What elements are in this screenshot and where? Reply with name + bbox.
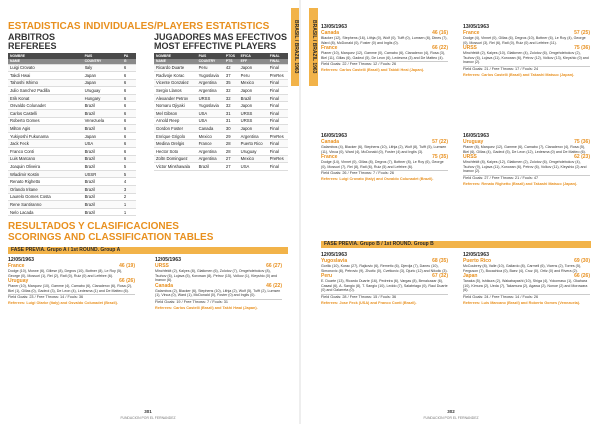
referees-section [8, 33, 136, 216]
match-card [463, 252, 590, 306]
table-cell: 4 [122, 178, 136, 186]
match-card [463, 133, 590, 187]
table-cell: Brazil [83, 110, 122, 118]
referees-heading-en: REFEREES [8, 41, 57, 51]
table-cell: Carlos Castelli [8, 110, 83, 118]
table-cell: Mexico [239, 79, 268, 87]
team-name: Japan [463, 273, 478, 280]
team-score: 75 (35) [432, 154, 448, 161]
table-cell: Mexico [197, 132, 224, 140]
table-cell: USA [83, 140, 122, 148]
table-row [8, 64, 136, 72]
table-cell: 30 [224, 125, 239, 133]
team-lineup: Galambos (4), Blacker (6), Stephens (10), Lithja (2), Wolf (8), Tufft (5), Lumsen (11), Vinca (0), Ward (4), McDonald (0), Foster (4) and Inglis (3). [321, 145, 447, 154]
sub-name: NAME [8, 59, 83, 64]
table-cell: 32 [224, 102, 239, 110]
table-row [8, 125, 136, 133]
table-cell: Uruguay [83, 87, 122, 95]
table-cell: 27 [224, 163, 239, 171]
edition-tab: BRASIL / BRAZIL 1963 [291, 8, 300, 86]
players-section [154, 33, 288, 171]
table-cell: 6 [122, 125, 136, 133]
table-cell: 6 [122, 155, 136, 163]
table-cell: Argentina [197, 79, 224, 87]
team-name: URSS [155, 263, 169, 269]
team-name: Uruguay [8, 278, 29, 285]
table-row [8, 72, 136, 80]
match-date: 16/05/1963 [321, 133, 347, 139]
match-referees: Referees: Luis Marcano (Brazil) and Roberto Gomes (Venezuela). [463, 300, 581, 305]
table-cell: Sergio Llanos [154, 87, 197, 95]
table-cell: 6 [122, 102, 136, 110]
team-score: 62 (23) [574, 154, 590, 161]
match-card [463, 24, 590, 78]
match-card [8, 257, 135, 306]
match-stats: Field Goals: 28 / Free Throws: 15 / Fouls: 36 [321, 294, 448, 300]
team-lineup: Galambos (2), Blacker (6), Stephens (10), Lithja (2), Wolf (5), Tufft (2), Lumsen (1), Vinca (0), Ward (1), McDonald (0), Foster (0) and Inglis (0). [155, 288, 281, 298]
match-referees: Referees: Luigi Crovato (Italy) and Osvaldo Colunadet (Brazil). [321, 177, 434, 182]
players-heading-es: JUGADORES MAS EFECTIVOS [154, 32, 288, 42]
match-referees: Referees: Jose Feck (USA) and Franco Conti (Brazil). [321, 300, 417, 305]
team-score: 46 (16) [432, 30, 448, 36]
team-lineup: Dodge (4), Vinnet (0), Gillas (6), Degros (10), Bottner (6), Le Roy (4), George (0), Mossuri (3), Rei (6), Ratl (0), Ruiz (0) and Lefebre (11). [463, 36, 586, 45]
table-row [154, 155, 288, 163]
table-row [8, 102, 136, 110]
table-cell: Ricardo Duarte [154, 64, 197, 72]
table-row [8, 87, 136, 95]
table-cell: Renato Righetto [8, 178, 83, 186]
table-cell: USSR [83, 170, 122, 178]
team-lineup: Dodge (14), Vinnet (0), Gillas (8), Degros (7), Bottner (8), Le Roy (6), George (0), Mossuri (7), Rei (8), Ratl (6), Ruiz (5) and Lefebre (6). [321, 160, 444, 169]
team-lineup: Planer (10), Marquez (12), Gamme (0), Camabo (6), Claraderox (4), Rosa (3), Biel (11), Gillas (6), Gadeol (5), De Leon (6), Ledesma (3) and De Matteo (4). [321, 51, 446, 60]
table-cell: Puerto Rico [239, 140, 268, 148]
team-score: 57 (22) [432, 139, 448, 145]
table-cell: Tahoshi Ishimo [8, 79, 83, 87]
table-cell: Final [268, 64, 288, 72]
table-cell: 37 [224, 72, 239, 80]
table-row [154, 110, 288, 118]
team-name: France [8, 263, 25, 269]
match-date: 12/05/1963 [155, 257, 181, 263]
table-cell: Japan [83, 132, 122, 140]
col-round: FINAL [268, 53, 288, 59]
table-cell: Franco Conti [8, 148, 83, 156]
table-cell: Julio Sanchez Padilla [8, 87, 83, 95]
col-name: NOMBRE [8, 53, 83, 59]
match-referees: Referees: Renato Righetto (Brazil) and Takashi Matsuo (Japan). [463, 181, 578, 186]
table-cell: Enrique Grigolo [154, 132, 197, 140]
table-cell: Alexander Petrov [154, 94, 197, 102]
sub-country: COUNTRY [83, 59, 122, 64]
table-cell: USA [197, 110, 224, 118]
table-cell: France [197, 140, 224, 148]
table-cell: Final [268, 102, 288, 110]
table-row [8, 178, 136, 186]
table-cell: Osvaldo Colunadet [8, 102, 83, 110]
team-score: 46 (22) [266, 282, 282, 289]
sub-points: PTS [224, 59, 239, 64]
table-cell: Final [268, 87, 288, 95]
team-name: URSS [463, 45, 477, 52]
table-row [8, 193, 136, 201]
players-heading-en: MOST EFFECTIVE PLAYERS [154, 41, 277, 51]
table-cell: Yukiyoshi Fukunama [8, 132, 83, 140]
team-lineup: Minchfeldt (8), Kalyes (12), Glatkmen (2), Zolotov (6), Omgehdebokov (4), Tsuhov (9), Lojava (11), Korowan (6), Petrov (6), Volkov (11), Kleyshio (2) and Inanov (2). [463, 160, 587, 174]
right-page [303, 0, 600, 424]
table-cell: URSS [197, 94, 224, 102]
table-cell: 1 [122, 208, 136, 216]
table-cell: Final [268, 140, 288, 148]
table-cell: 6 [122, 72, 136, 80]
page-footer: FUNDACION POR EL FERNANDEZ [120, 416, 176, 420]
table-cell: 32 [224, 87, 239, 95]
match-date: 13/05/1963 [321, 24, 347, 30]
team-lineup: McCoubrey (8), Valle (10), Gallardo (8), Carmell (6), Vicens (2), Torres (5), Ferguson (7), Bocachica (0), Baez (4), Cruz (0), Ortiz (0) and Rivera (2). [463, 264, 582, 273]
table-cell: Takdi Hwai [8, 72, 83, 80]
team-score: 66 (26) [119, 278, 135, 285]
match-card [155, 257, 282, 311]
team-name: France [463, 30, 480, 36]
table-cell: Brazil [83, 201, 122, 209]
table-cell: URSS [239, 117, 268, 125]
group-a-band: FASE PREVIA. Grupo A / 1st ROUND. Group A [8, 247, 288, 254]
table-cell: Brazil [83, 163, 122, 171]
table-row [8, 201, 136, 209]
table-cell: Nelo Lacada [8, 208, 83, 216]
table-row [8, 117, 136, 125]
table-cell: 6 [122, 87, 136, 95]
table-row [8, 170, 136, 178]
table-cell: Luigi Crovato [8, 64, 83, 72]
team-lineup: Blacker (12), Stephens (16), Lithja (0), Wolf (0), Tufft (0), Lumsen (8), Dines (7), Ward (8), McDonald (0), Foster (0) and Inglis (0). [321, 36, 448, 45]
table-row [154, 117, 288, 125]
table-cell: USA [239, 163, 268, 171]
table-cell: Argentina [197, 155, 224, 163]
table-row [8, 132, 136, 140]
table-cell: Zoltn Dominguez [154, 155, 197, 163]
table-cell: Final [268, 148, 288, 156]
table-cell: Laurelo Gomes Costa [8, 193, 83, 201]
table-cell: Vicente Gonzalez [154, 79, 197, 87]
team-score: 67 (32) [432, 273, 448, 280]
page-gutter [299, 0, 301, 424]
table-cell: Argentina [197, 148, 224, 156]
table-cell: 31 [224, 117, 239, 125]
match-referees: Referees: Luigi Olarke (Italy) and Osvaldo Colunadet (Brazil). [8, 301, 118, 306]
match-date: 12/05/1963 [321, 252, 347, 258]
table-cell: Erik Konat [8, 94, 83, 102]
table-row [8, 140, 136, 148]
table-cell: 32 [224, 94, 239, 102]
table-row [154, 64, 288, 72]
team-score: 75 (36) [574, 45, 590, 52]
table-cell: Canada [197, 125, 224, 133]
team-lineup: Minchfeldt (2), Kalyes (8), Glatkmen (6), Zolotov (7), Omgehdebokov (8), Tsuhov (6), Lojava (5), Korowan (8), Petrov (15), Volkov (1), Kleyshio (0) and Inanov (6). [155, 269, 278, 283]
team-score: 46 (19) [119, 263, 135, 269]
table-row [8, 186, 136, 194]
team-name: Canada [321, 30, 340, 36]
table-cell: Argentina [197, 87, 224, 95]
table-cell: 2 [122, 193, 136, 201]
match-date: 12/05/1963 [463, 252, 489, 258]
team-name: France [321, 154, 338, 161]
table-cell: Final [268, 163, 288, 171]
team-name: URSS [463, 154, 477, 161]
col-games: PA [122, 53, 136, 59]
table-row [8, 163, 136, 171]
sub-games: G [122, 59, 136, 64]
team-lineup: E. Duarte (13), Ricardo Duarte (16), Pedreira (6), Vargas (8), Benalcazar (6), Casasl (6), A. Sangio (8), T. Sangio (10), Leddo (7), Salabriago (0), Raul Duarte (0) and Galarreta (0). [321, 279, 448, 293]
table-cell: Japon [239, 125, 268, 133]
table-cell: USA [197, 117, 224, 125]
table-cell: URSS [239, 110, 268, 118]
table-cell: 6 [122, 117, 136, 125]
table-cell: Mel Gibson [154, 110, 197, 118]
table-cell: Uruguay [239, 148, 268, 156]
match-stats: Field Goals: 27 / Free Throws: 21 / Fouls: 47 [463, 175, 590, 181]
team-score: 66 (27) [266, 263, 282, 269]
table-row [8, 110, 136, 118]
table-cell: 6 [122, 94, 136, 102]
table-cell: Final [268, 110, 288, 118]
table-row [8, 155, 136, 163]
table-row [8, 94, 136, 102]
team-score: 69 (30) [574, 258, 590, 264]
table-cell: Radivoje Korac [154, 72, 197, 80]
table-row [8, 208, 136, 216]
table-cell: 6 [122, 110, 136, 118]
table-cell: Yugoslavia [197, 102, 224, 110]
table-row [8, 79, 136, 87]
table-cell: Orlando Iritane [8, 186, 83, 194]
team-lineup: Dodge (10), Morwe (6), Gillese (8), Degros (10), Bottner (8), Le Roy (5), George (0), Mossuri (1), Rei (2), Ratl (0), Ruiz (0) and Lefebre (6). [8, 269, 123, 278]
table-cell: Japon [239, 64, 268, 72]
table-cell: Milton Agis [8, 125, 83, 133]
table-cell: Brazil [197, 163, 224, 171]
col-points: PTOS [224, 53, 239, 59]
table-cell: Brazil [83, 186, 122, 194]
table-cell: 1 [122, 201, 136, 209]
table-cell: Roberto Gomes [8, 117, 83, 125]
table-cell: 6 [122, 148, 136, 156]
table-cell: PreRes [268, 155, 288, 163]
match-stats: Field Goals: 19 / Free Throws: 7 / Fouls: 31 [155, 299, 282, 305]
match-referees: Referees: Carlos Castelli (Brazil) and Takhi Hwai (Japan). [155, 305, 258, 310]
table-cell: Final [268, 79, 288, 87]
col-country: PAIS [83, 53, 122, 59]
referees-heading-es: ARBITROS [8, 32, 55, 42]
page-title: ESTADISTICAS INDIVIDUALES/PLAYERS ESTATISTICS [8, 21, 270, 32]
sub-opponent: EFF [239, 59, 268, 64]
table-cell: Final [268, 94, 288, 102]
table-cell: 3 [122, 186, 136, 194]
match-stats: Field Goals: 21 / Free Throws: 17 / Fouls: 24 [463, 66, 590, 72]
table-cell: PreRes [268, 72, 288, 80]
team-name: Uruguay [463, 139, 484, 145]
page-number: 302 [447, 409, 455, 414]
table-cell: 6 [122, 132, 136, 140]
table-cell: 28 [224, 140, 239, 148]
table-row [154, 148, 288, 156]
team-score: 66 (26) [574, 273, 590, 280]
match-date: 12/05/1963 [8, 257, 34, 263]
table-cell: Brazil [83, 148, 122, 156]
team-score: 68 (35) [432, 258, 448, 264]
table-cell: Venezuela [83, 117, 122, 125]
table-cell: Victor Minshawala [154, 163, 197, 171]
table-cell: 35 [224, 79, 239, 87]
table-cell: Japon [239, 87, 268, 95]
results-title-en: SCORINGS AND CLASSIFICATION TABLES [8, 232, 214, 243]
match-referees: Referees: Carlos Castelli (Brazil) and Tabidi Heai (Japan). [321, 68, 425, 73]
referees-table [8, 53, 136, 216]
table-cell: Brazil [83, 178, 122, 186]
team-name: Canada [155, 282, 174, 289]
table-cell: Italy [83, 64, 122, 72]
table-cell: Japon [239, 102, 268, 110]
page-footer: FUNDACION POR EL FERNANDEZ [423, 416, 479, 420]
results-title-es: RESULTADOS Y CLASIFICACIONES [8, 221, 179, 232]
team-lineup: Tanaka (5), Ishikura (2), Wakabayashi (10), Shiga (4), Yokomasu (1), Okahara (10), Kimura (2), Ueda (7), Takamura (2), Agawa (2), Nonoe (2) and Morowara (6). [463, 279, 588, 293]
team-name: France [321, 45, 338, 52]
table-cell: Medina Orelgis [154, 140, 197, 148]
table-row [154, 87, 288, 95]
edition-tab: BRASIL / BRAZIL 1963 [309, 8, 318, 86]
team-score: 75 (36) [574, 139, 590, 145]
table-cell: Rene Santiranno [8, 201, 83, 209]
table-row [154, 102, 288, 110]
table-row [154, 72, 288, 80]
table-cell: Peru [239, 72, 268, 80]
match-stats: Field Goals: 26 / Free Throws: 7 / Fouls: 26 [321, 170, 448, 176]
team-name: Yugoslavia [321, 258, 348, 264]
team-score: 66 (22) [432, 45, 448, 52]
sub-name: NAME [154, 59, 197, 64]
team-name: Peru [321, 273, 333, 280]
table-cell: Jack Feck [8, 140, 83, 148]
table-cell: Nomaru Ojiyaki [154, 102, 197, 110]
table-cell: Final [268, 117, 288, 125]
team-name: Canada [321, 139, 340, 145]
table-cell: 6 [122, 79, 136, 87]
col-name: NOMBRE [154, 53, 197, 59]
match-referees: Referees: Carlos Castelli (Brazil) and Takashi Matsuo (Japan). [463, 72, 575, 77]
table-cell: PreRes [268, 132, 288, 140]
page-number: 301 [144, 409, 152, 414]
table-row [154, 125, 288, 133]
team-lineup: Minchfeldt (2), Kalyes (10), Glatkmen (4), Zolotov (6), Omgehdebokov (2), Tsuhov (6), Lojava (11), Korowan (6), Petrov (12), Volkov (13), Kleyshio (0) and Inanov (2). [463, 51, 589, 65]
table-cell: Japan [83, 79, 122, 87]
match-card [321, 252, 448, 306]
col-opponent: EFICA [239, 53, 268, 59]
table-cell: Luis Marcano [8, 155, 83, 163]
table-cell: Brazil [239, 94, 268, 102]
team-lineup: Planer (10), Marquez (10), Gamme (4), Camabo (6), Claraderox (6), Rosa (2), Biel (1), Gillas (0), Gadeol (3), De Leon (4), Ledesma (1) and De Matteo (6). [8, 284, 133, 293]
table-cell: Yugoslavia [197, 72, 224, 80]
sub-country: COUNTRY [197, 59, 224, 64]
table-cell: Wladimir Kostin [8, 170, 83, 178]
table-cell: Brazil [83, 125, 122, 133]
match-stats: Field Goals: 22 / Free Throws: 12 / Fouls: 26 [321, 61, 448, 67]
table-cell: Japan [83, 72, 122, 80]
table-cell: 27 [224, 155, 239, 163]
table-cell: Brazil [83, 155, 122, 163]
table-cell: Brazil [83, 193, 122, 201]
team-name: Puerto Rico [463, 258, 492, 264]
table-cell: Arnold Reep [154, 117, 197, 125]
table-cell: 42 [224, 64, 239, 72]
table-cell: 28 [224, 148, 239, 156]
table-cell: Joaquin Oliveira [8, 163, 83, 171]
sub-round: FINAL [268, 59, 288, 64]
players-table [154, 53, 288, 171]
match-date: 16/05/1963 [463, 133, 489, 139]
match-card [321, 24, 448, 73]
table-row [8, 148, 136, 156]
table-cell: Hungary [83, 94, 122, 102]
table-cell: 6 [122, 140, 136, 148]
group-b-band: FASE PREVIA. Grupo B / 1st ROUND. Group B [321, 241, 591, 248]
table-cell: 31 [224, 110, 239, 118]
col-country: PAIS [197, 53, 224, 59]
table-row [154, 132, 288, 140]
team-lineup: Planer (8), Marquez (12), Gamme (6), Camabo (7), Claraderox (4), Rosa (5), Biel (6), Gillas (4), Gadeol (5), De Leon (12), Ledesma (0) and De Matteo (6). [463, 145, 586, 154]
table-cell: 6 [122, 64, 136, 72]
table-cell: Hector Soto [154, 148, 197, 156]
team-lineup: Gorilic (10), Korac (27), Rajkovic (6), Remetic (6), Djerdja (7), Daneu (10), Simonovic (8), Petrovic (9), Zivotic (0), Cvetkovic (3), Djuric (12) and Nikolic (3). [321, 264, 448, 273]
table-cell: Brazil [83, 208, 122, 216]
match-date: 13/05/1963 [463, 24, 489, 30]
table-cell: Peru [197, 64, 224, 72]
table-cell: Argentina [239, 132, 268, 140]
team-score: 57 (25) [574, 30, 590, 36]
table-cell: 5 [122, 170, 136, 178]
match-card [321, 133, 448, 182]
table-cell: Final [268, 125, 288, 133]
table-cell: Mexico [239, 155, 268, 163]
table-row [154, 140, 288, 148]
table-row [154, 163, 288, 171]
match-stats: Field Goals: 23 / Free Throws: 14 / Fouls: 36 [8, 294, 135, 300]
match-stats: Field Goals: 24 / Free Throws: 14 / Fouls: 26 [463, 294, 590, 300]
table-cell: Brazil [83, 102, 122, 110]
table-row [154, 79, 288, 87]
table-row [154, 94, 288, 102]
table-cell: 29 [224, 132, 239, 140]
table-cell: 5 [122, 163, 136, 171]
table-cell: Gordon Foster [154, 125, 197, 133]
